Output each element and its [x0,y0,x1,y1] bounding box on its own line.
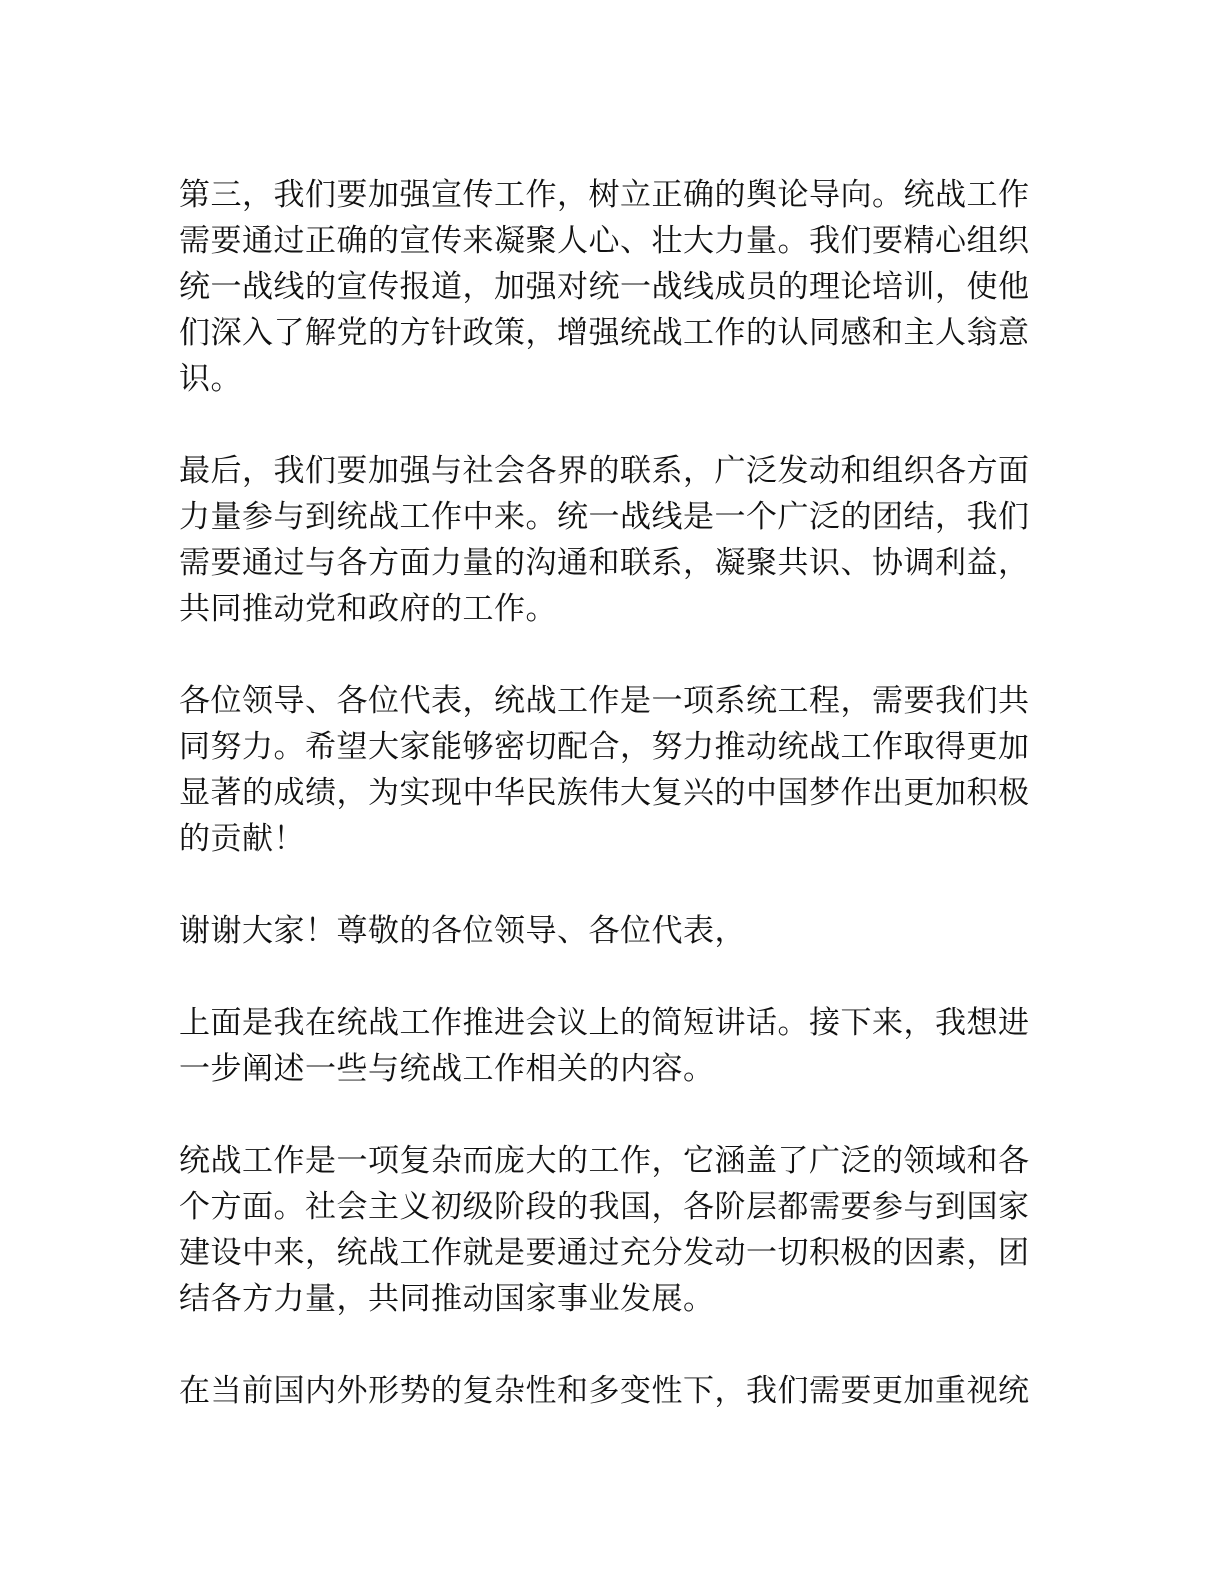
paragraph-joint-effort: 各位领导、各位代表，统战工作是一项系统工程，需要我们共同努力。希望大家能够密切配合，努力推动统战工作取得更加显著的成绩，为实现中华民族伟大复兴的中国梦作出更加积极的贡献！ [179,683,1030,857]
paragraph-social-contacts: 最后，我们要加强与社会各界的联系，广泛发动和组织各方面力量参与到统战工作中来。统一战线是一个广泛的团结，我们需要通过与各方面力量的沟通和联系，凝聚共识、协调利益，共同推动党和政府的工作。 [179,453,1030,627]
paragraph-speech-continuation: 上面是我在统战工作推进会议上的简短讲话。接下来，我想进一步阐述一些与统战工作相关的内容。 [179,1005,1030,1087]
paragraph-thanks-greeting: 谢谢大家！尊敬的各位领导、各位代表， [179,913,746,949]
paragraph-united-front-scope: 统战工作是一项复杂而庞大的工作，它涵盖了广泛的领域和各个方面。社会主义初级阶段的我国，各阶层都需要参与到国家建设中来，统战工作就是要通过充分发动一切积极的因素，团结各方力量，共同推动国家事业发展。 [179,1143,1030,1317]
paragraph-current-situation: 在当前国内外形势的复杂性和多变性下，我们需要更加重视统 [179,1373,1030,1409]
document-body [179,172,1039,1460]
paragraph-propaganda-work: 第三，我们要加强宣传工作，树立正确的舆论导向。统战工作需要通过正确的宣传来凝聚人心、壮大力量。我们要精心组织统一战线的宣传报道，加强对统一战线成员的理论培训，使他们深入了解党的方针政策，增强统战工作的认同感和主人翁意识。 [179,177,1030,397]
